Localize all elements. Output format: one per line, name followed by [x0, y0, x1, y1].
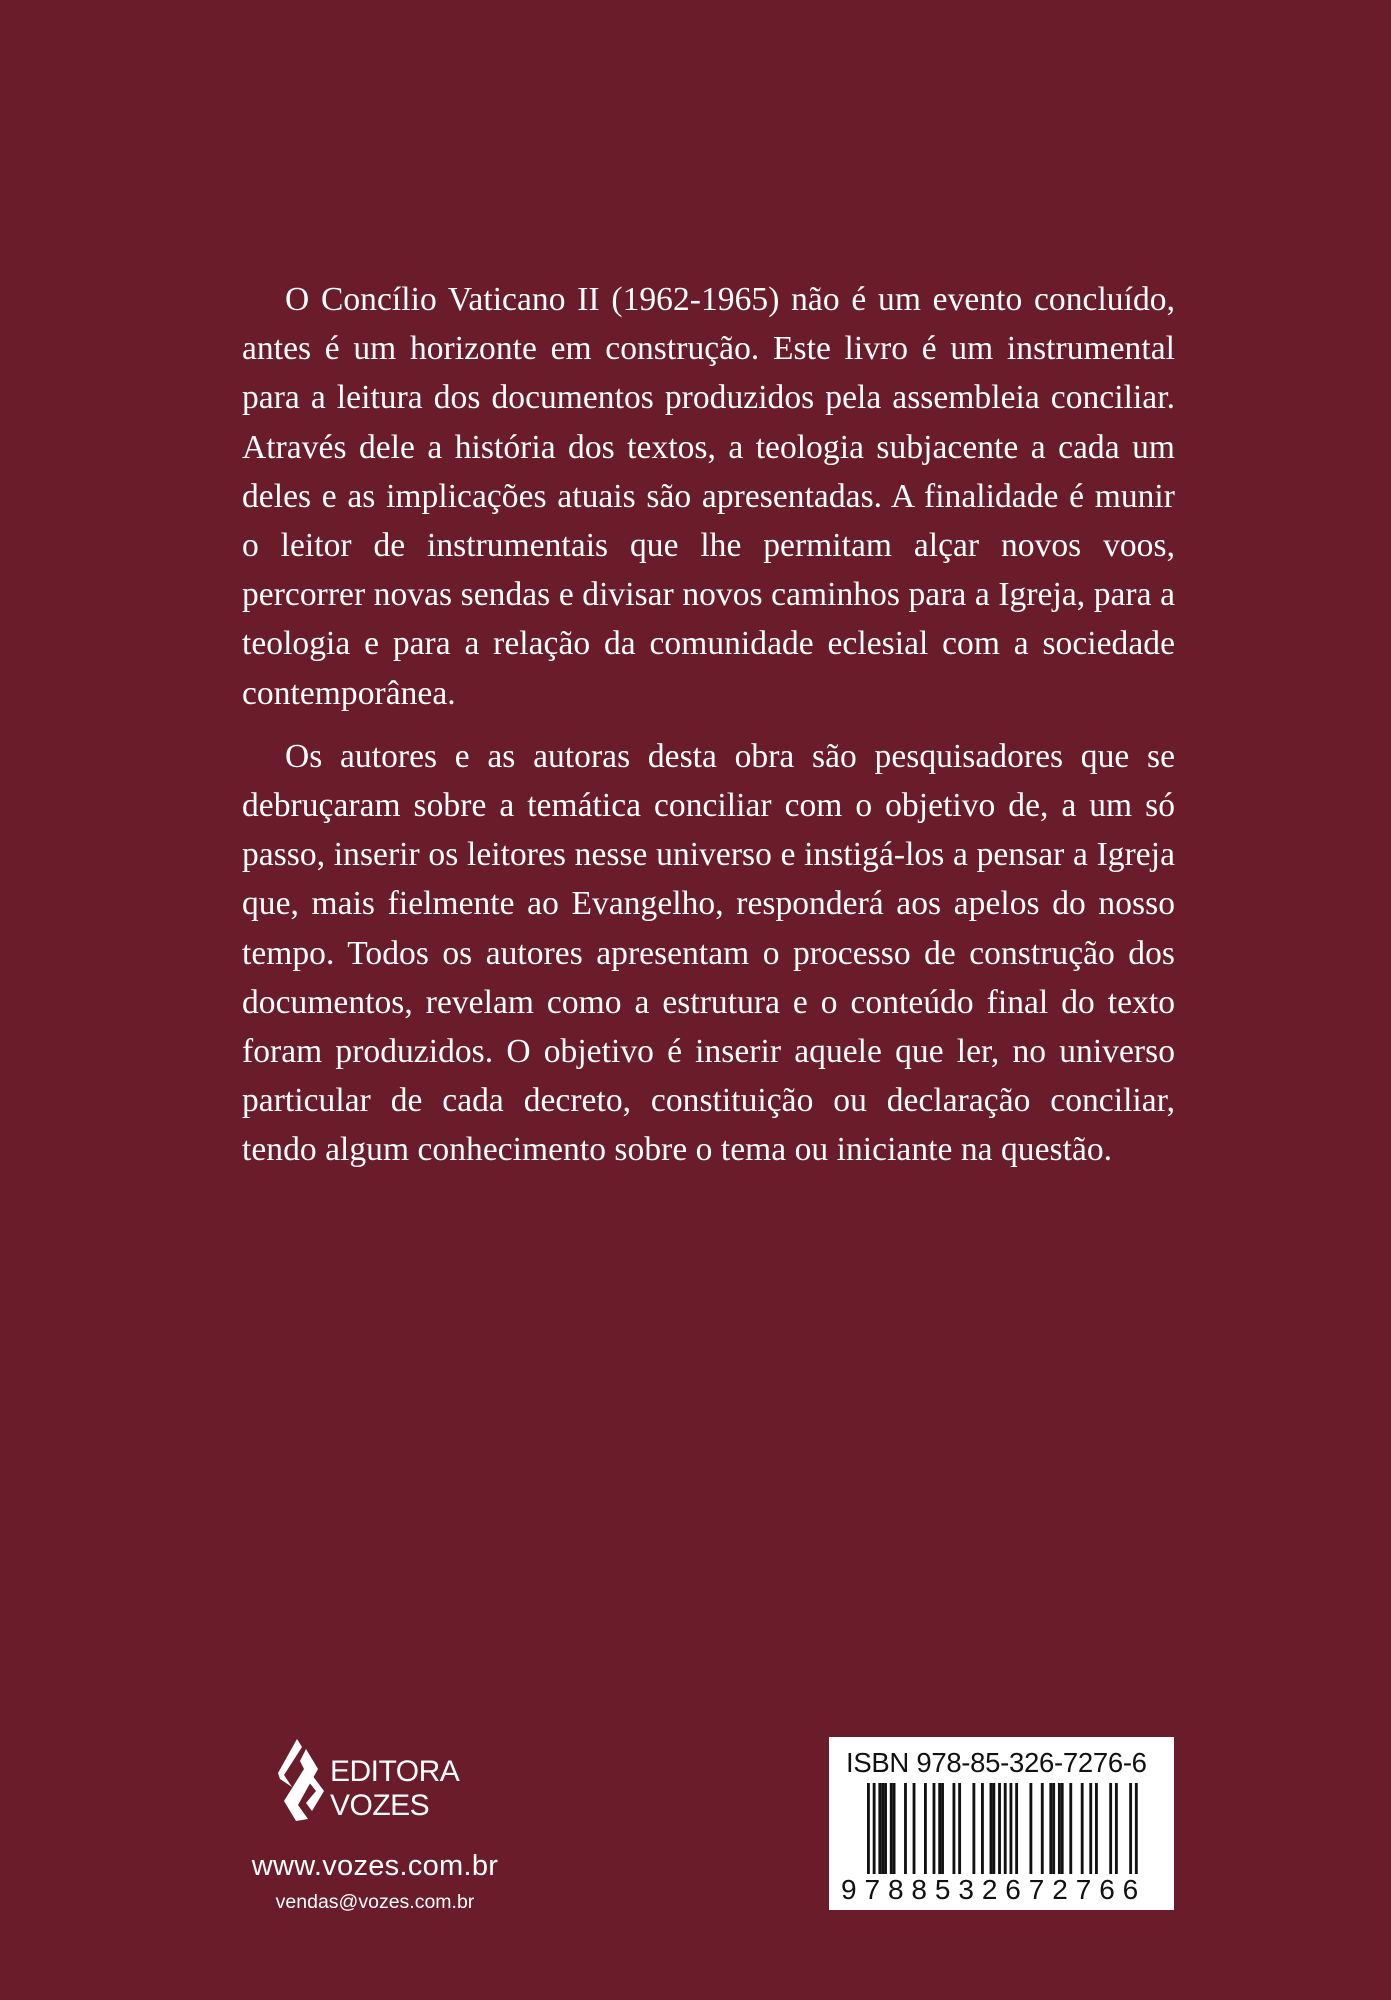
- barcode-bar: [884, 1783, 887, 1875]
- barcode-bar: [981, 1783, 984, 1875]
- isbn-barcode: [829, 1737, 1174, 1910]
- barcode-bar: [1095, 1783, 1098, 1875]
- barcode-bar: [1061, 1783, 1064, 1875]
- barcode-bar: [1015, 1783, 1018, 1875]
- barcode-bar: [972, 1783, 975, 1875]
- barcode-bar: [1041, 1783, 1044, 1875]
- barcode-bar: [953, 1783, 956, 1875]
- barcode-bar: [1058, 1783, 1061, 1875]
- publisher-website: www.vozes.com.br: [251, 1850, 499, 1882]
- barcode-bar: [1029, 1783, 1032, 1875]
- barcode-bar: [958, 1783, 961, 1875]
- barcode-bar: [933, 1783, 936, 1875]
- back-cover-blurb: [242, 275, 1175, 1189]
- publisher-email: vendas@vozes.com.br: [275, 1891, 475, 1913]
- barcode-bar: [1109, 1783, 1112, 1875]
- barcode-bar: [924, 1783, 927, 1875]
- barcode-bar: [904, 1783, 907, 1875]
- blurb-paragraph-2: Os autores e as autoras desta obra são pesquisadores que se debruçaram sobre a temática conciliar com o objetivo de, a um só passo, inserir os leitores nesse universo e instigá-los a pensar a Igreja que, mais fielmente ao Evangelho, responderá aos apelos do nosso tempo. Todos os autores apresentam o processo de construção dos documentos, revelam como a estrutura e o conteúdo final do texto foram produzidos. O objetivo é inserir aquele que ler, no universo particular de cada decreto, constituição ou declaração conciliar, tendo algum conhecimento sobre o tema ou iniciante na questão.: [242, 737, 1175, 1169]
- barcode-bar: [1129, 1783, 1132, 1887]
- blurb-paragraph-1: O Concílio Vaticano II (1962-1965) não é um evento concluído, antes é um horizonte em construção. Este livro é um instrumental para a leitura dos documentos produzidos pela assembleia conciliar. Através dele a história dos textos, a teologia subjacente a cada um deles e as implicações atuais são apresentadas. A finalidade é munir o leitor de instrumentais que lhe permitam alçar novos voos, percorrer novas sendas e divisar novos caminhos para a Igreja, para a teologia e para a relação da comunidade eclesial com a sociedade contemporânea.: [242, 281, 1175, 712]
- publisher-logo: [278, 1735, 498, 1825]
- barcode-bar: [913, 1783, 916, 1875]
- barcode-bar: [992, 1783, 995, 1875]
- barcode-bar: [893, 1783, 896, 1875]
- barcode-bar: [890, 1783, 893, 1875]
- barcode-bar: [1081, 1783, 1084, 1875]
- barcode-bar: [1069, 1783, 1072, 1875]
- barcode-bar: [1135, 1783, 1138, 1887]
- barcode-bar: [1010, 1783, 1013, 1875]
- barcode-bar: [1115, 1783, 1118, 1875]
- barcode-bar: [881, 1783, 884, 1875]
- barcode-bar: [873, 1783, 876, 1887]
- barcode-bar: [1089, 1783, 1092, 1875]
- barcode-bar: [990, 1783, 993, 1875]
- isbn-label: ISBN 978-85-326-7276-6: [846, 1747, 1147, 1778]
- publisher-name-line2: VOZES: [330, 1789, 430, 1822]
- barcode-bar: [938, 1783, 941, 1875]
- barcode-bar: [1052, 1783, 1055, 1875]
- barcode-bar: [1049, 1783, 1052, 1875]
- barcode-bar: [998, 1783, 1001, 1887]
- barcode-bar: [1004, 1783, 1007, 1887]
- barcode-bar: [941, 1783, 944, 1875]
- publisher-name: [330, 1755, 459, 1823]
- barcode-bar: [867, 1783, 870, 1887]
- vozes-flame-logo-icon: [278, 1739, 324, 1821]
- publisher-name-line1: EDITORA: [330, 1755, 460, 1788]
- barcode-digits: 9788532672766: [841, 1874, 1169, 1906]
- barcode-bar: [878, 1783, 881, 1875]
